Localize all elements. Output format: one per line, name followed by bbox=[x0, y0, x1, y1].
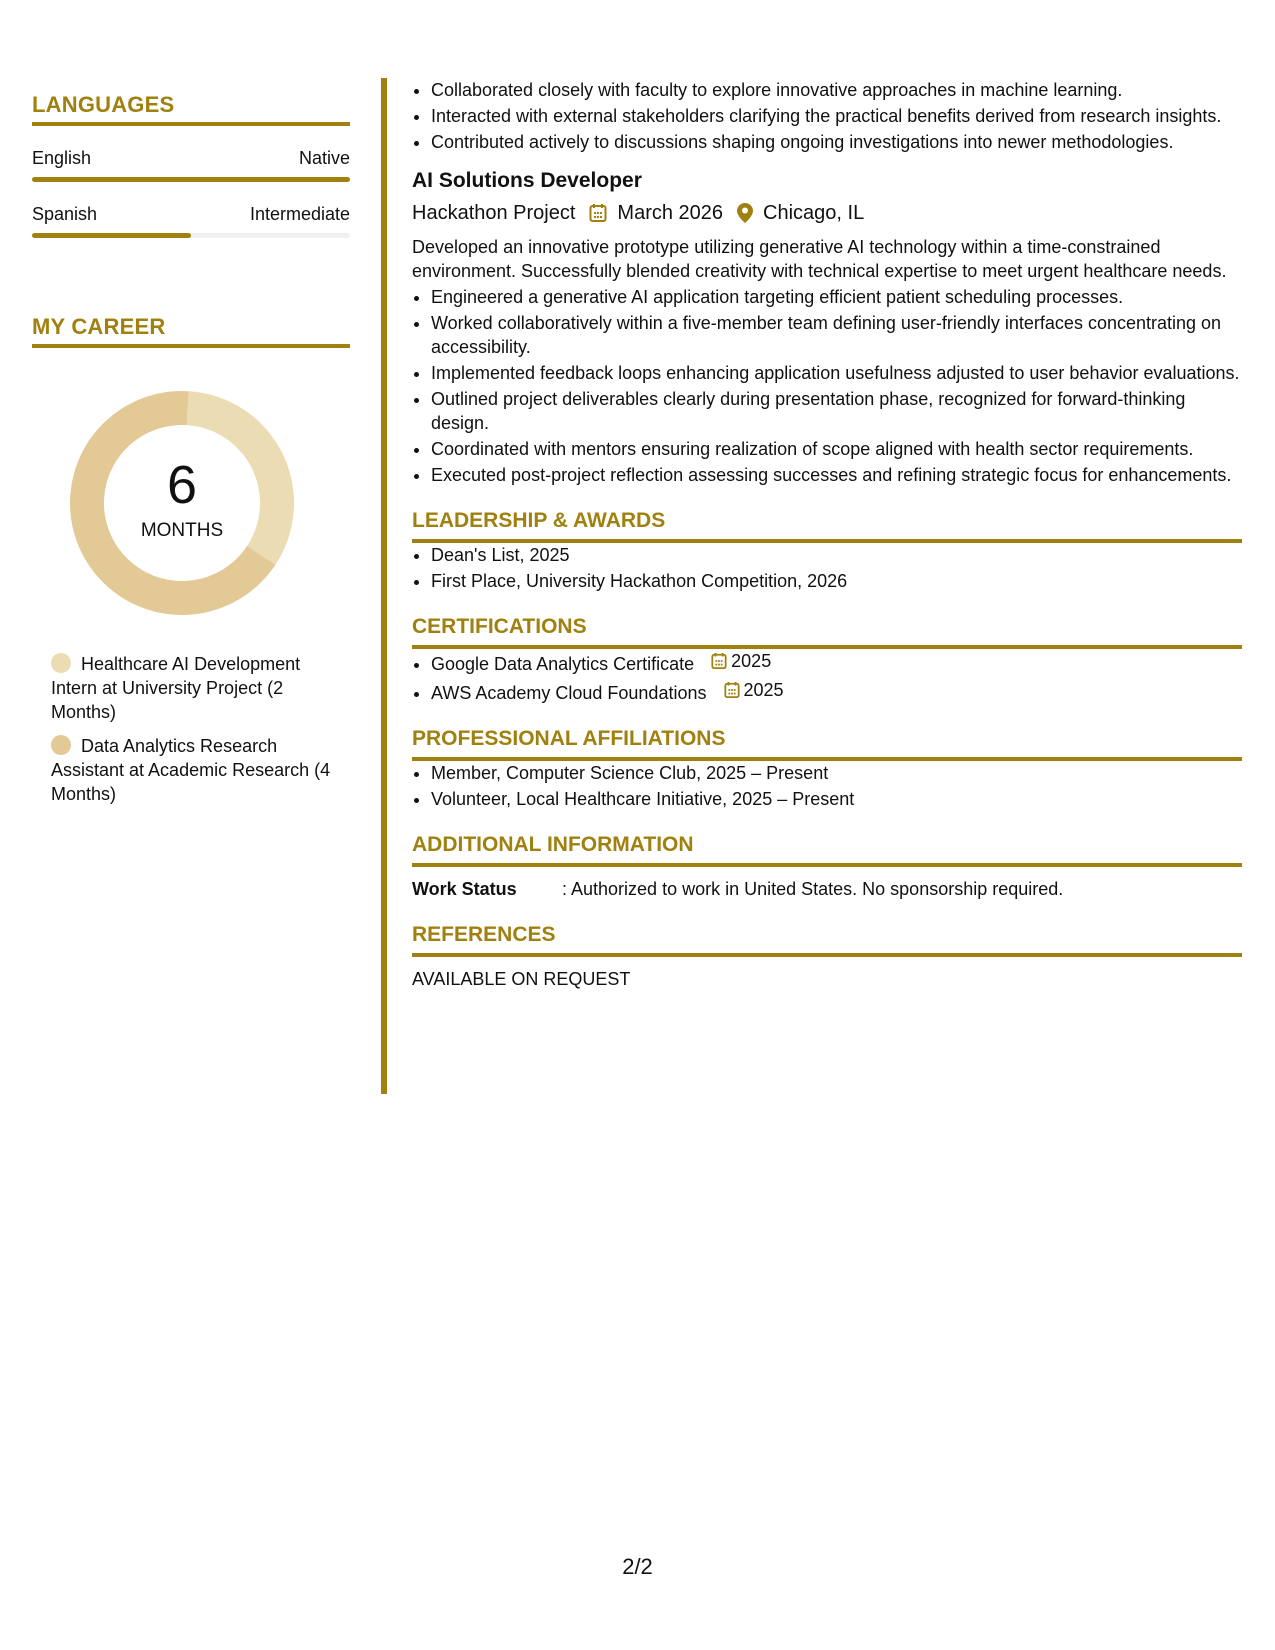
work-status-row bbox=[412, 877, 1242, 901]
affiliations-heading: PROFESSIONAL AFFILIATIONS bbox=[412, 725, 1242, 761]
job-company: Hackathon Project bbox=[412, 202, 576, 224]
career-total-unit: MONTHS bbox=[140, 520, 224, 541]
language-item bbox=[32, 148, 350, 182]
languages-heading: LANGUAGES bbox=[32, 92, 350, 126]
work-status-value: : Authorized to work in United States. No sponsorship required. bbox=[562, 879, 1064, 899]
work-status-label: Work Status bbox=[412, 879, 517, 899]
references-heading: REFERENCES bbox=[412, 921, 1242, 957]
legend-item bbox=[51, 652, 331, 724]
sidebar bbox=[32, 92, 350, 816]
language-proficiency-bar bbox=[32, 233, 350, 238]
career-heading: MY CAREER bbox=[32, 314, 350, 348]
main-column bbox=[412, 78, 1242, 991]
bullet-item: • Outlined project deliverables clearly during presentation phase, recognized for forward-thinking design. bbox=[431, 387, 1242, 435]
column-divider bbox=[381, 78, 387, 1094]
language-proficiency-bar bbox=[32, 177, 350, 182]
career-donut-chart bbox=[67, 388, 297, 618]
affiliation-item: • Member, Computer Science Club, 2025 – Present bbox=[431, 761, 1242, 785]
legend-dot bbox=[51, 735, 71, 755]
language-item bbox=[32, 204, 350, 238]
bullet-item: • Engineered a generative AI application targeting efficient patient scheduling processes. bbox=[431, 285, 1242, 309]
calendar-icon bbox=[724, 681, 740, 699]
legend-label: Data Analytics Research Assistant at Academic Research (4 Months) bbox=[51, 736, 331, 804]
legend-dot bbox=[51, 653, 71, 673]
language-proficiency-fill bbox=[32, 177, 350, 182]
leadership-list bbox=[412, 543, 1242, 593]
bullet-item: • Worked collaboratively within a five-member team defining user-friendly interfaces concentrating on accessibility. bbox=[431, 311, 1242, 359]
bullet-item: • Implemented feedback loops enhancing application usefulness adjusted to user behavior evaluations. bbox=[431, 361, 1242, 385]
previous-job-bullets bbox=[412, 78, 1242, 154]
calendar-icon bbox=[589, 203, 607, 223]
affiliation-item: • Volunteer, Local Healthcare Initiative, 2025 – Present bbox=[431, 787, 1242, 811]
job-bullets bbox=[412, 285, 1242, 487]
additional-info-heading: ADDITIONAL INFORMATION bbox=[412, 831, 1242, 867]
certification-name: Google Data Analytics Certificate bbox=[431, 654, 695, 674]
job-location: Chicago, IL bbox=[763, 202, 865, 224]
references-text: AVAILABLE ON REQUEST bbox=[412, 969, 631, 989]
legend-item bbox=[51, 734, 331, 806]
bullet-item: • Contributed actively to discussions shaping ongoing investigations into newer methodologies. bbox=[431, 130, 1242, 154]
certifications-heading: CERTIFICATIONS bbox=[412, 613, 1242, 649]
language-proficiency-fill bbox=[32, 233, 191, 238]
bullet-item: • Coordinated with mentors ensuring realization of scope aligned with health sector requirements. bbox=[431, 437, 1242, 461]
map-pin-icon bbox=[737, 203, 753, 223]
award-item: • First Place, University Hackathon Competition, 2026 bbox=[431, 569, 1242, 593]
career-legend bbox=[51, 652, 331, 806]
calendar-icon bbox=[711, 652, 727, 670]
certification-year: 2025 bbox=[731, 651, 772, 671]
job-description: Developed an innovative prototype utilizing generative AI technology within a time-constrained environment. Successfully blended creativity with technical expertise to meet urgent healthcare needs. bbox=[412, 237, 1227, 281]
job-date: March 2026 bbox=[617, 202, 724, 224]
certifications-list bbox=[412, 649, 1242, 705]
job-title: AI Solutions Developer bbox=[412, 169, 642, 192]
certification-name: AWS Academy Cloud Foundations bbox=[431, 683, 707, 703]
certification-year: 2025 bbox=[743, 680, 784, 700]
language-name: English bbox=[32, 148, 92, 168]
bullet-item: • Executed post-project reflection assessing successes and refining strategic focus for enhancements. bbox=[431, 463, 1242, 487]
certification-item bbox=[431, 678, 1242, 705]
leadership-heading: LEADERSHIP & AWARDS bbox=[412, 507, 1242, 543]
language-level: Intermediate bbox=[249, 204, 350, 224]
legend-label: Healthcare AI Development Intern at University Project (2 Months) bbox=[51, 654, 301, 722]
award-item: • Dean's List, 2025 bbox=[431, 543, 1242, 567]
career-total-value: 6 bbox=[166, 455, 198, 515]
affiliations-list bbox=[412, 761, 1242, 811]
language-name: Spanish bbox=[32, 204, 98, 224]
job-meta bbox=[412, 199, 1242, 227]
page-number: 2/2 bbox=[622, 1554, 653, 1579]
bullet-item: • Interacted with external stakeholders clarifying the practical benefits derived from research insights. bbox=[431, 104, 1242, 128]
certification-item bbox=[431, 649, 1242, 676]
bullet-item: • Collaborated closely with faculty to explore innovative approaches in machine learning. bbox=[431, 78, 1242, 102]
language-level: Native bbox=[298, 148, 350, 168]
